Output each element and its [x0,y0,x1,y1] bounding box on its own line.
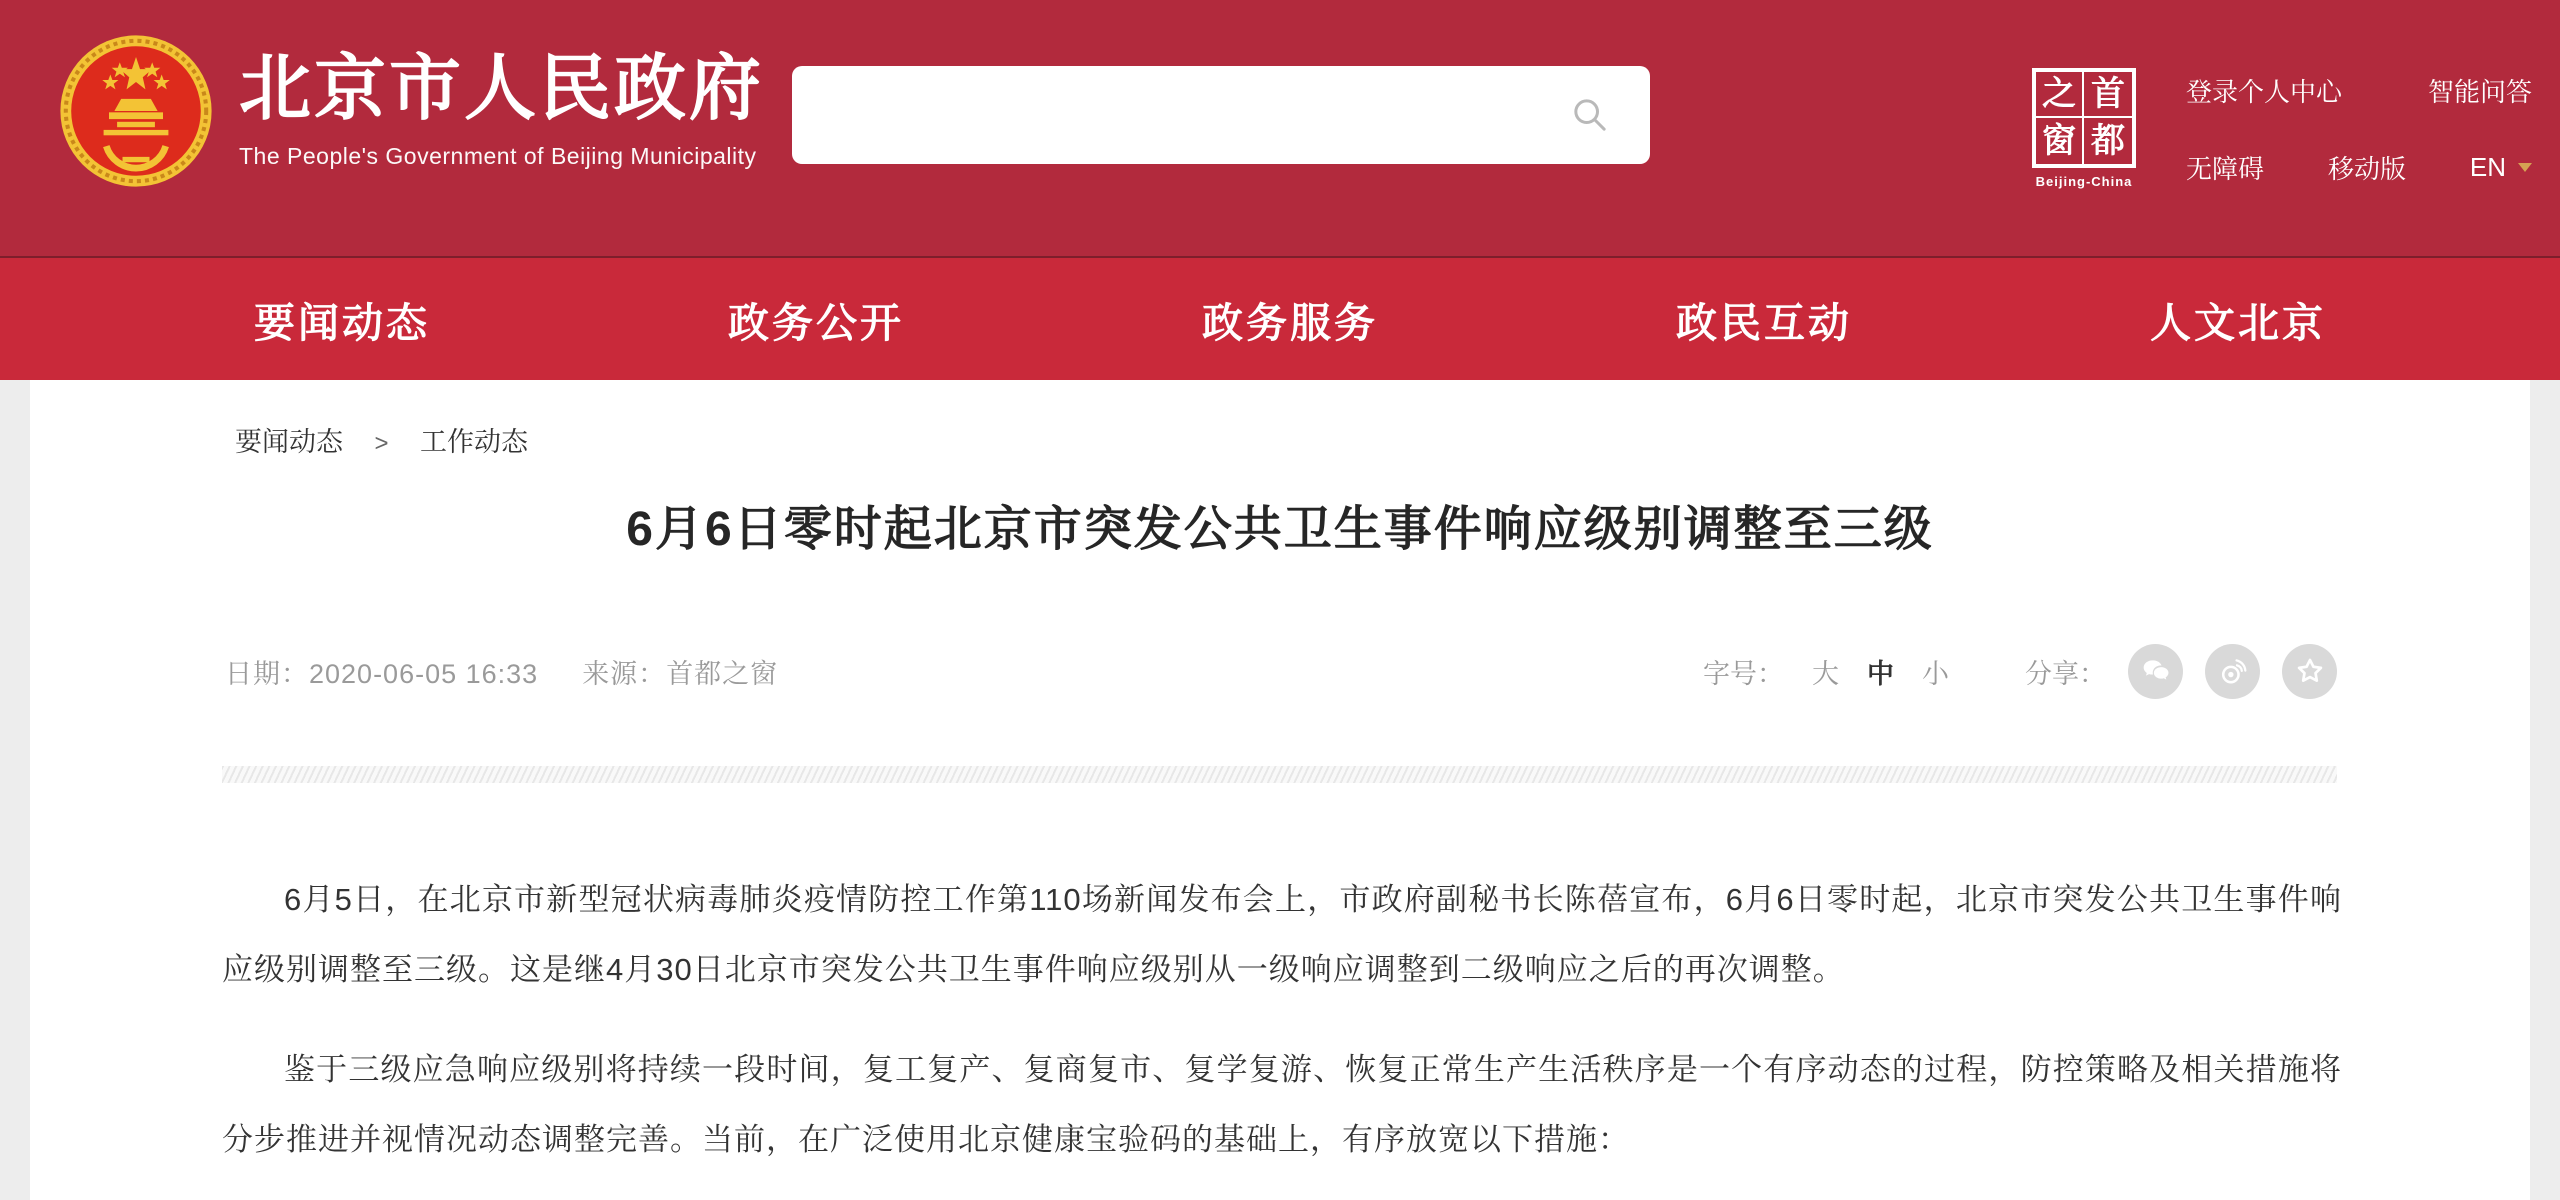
seal-char: 都 [2091,122,2125,160]
font-size-large-button[interactable]: 大 [1812,658,1839,689]
brand-text [239,28,764,170]
site-logo[interactable] [55,28,764,194]
nav-item-news[interactable]: 要闻动态 [254,299,430,346]
font-size-label: 字号： [1703,658,1784,689]
capital-window-logo[interactable] [2032,68,2136,189]
nav-item-humanistic-beijing[interactable]: 人文北京 [2150,299,2326,346]
font-size-small-button[interactable]: 小 [1922,658,1949,689]
language-label: EN [2469,152,2506,182]
article-paragraph-2: 鉴于三级应急响应级别将持续一段时间，复工复产、复商复市、复学复游、恢复正常生产生活秩序是一个有序动态的过程，防控策略及相关措施将分步推进并视情况动态调整完善。当前，在广泛使用北京健康宝验码的基础上，有序放宽以下措施： [222,1052,2342,1157]
weibo-icon [2216,654,2250,688]
header-links [2186,72,2532,186]
nav-inner [105,258,2475,380]
search-box [792,66,1650,164]
seal-char: 之 [2036,72,2084,118]
wechat-icon [2139,654,2173,688]
article-source: 首都之窗 [666,658,779,689]
caret-down-icon [2518,163,2532,172]
article-tools [1703,644,2337,699]
header-links-row-2 [2186,149,2532,186]
share-wechat-button[interactable] [2128,644,2183,699]
article-title: 6月6日零时起北京市突发公共卫生事件响应级别调整至三级 [626,503,1934,556]
language-selector[interactable] [2470,152,2532,183]
breadcrumb [235,420,528,459]
hatched-divider [222,766,2337,783]
link-login-personal-center[interactable]: 登录个人中心 [2186,77,2343,107]
star-icon [2293,654,2327,688]
main-nav [0,256,2560,380]
source-label: 来源： [582,658,667,689]
content-card [30,380,2530,1200]
share-weibo-button[interactable] [2205,644,2260,699]
article-paragraph-1: 6月5日，在北京市新型冠状病毒肺炎疫情防控工作第110场新闻发布会上，市政府副秘书长陈蓓宣布，6月6日零时起，北京市突发公共卫生事件响应级别调整至三级。这是继4月30日北京市突发公共卫生事件响应级别从一级响应调整到二级响应之后的再次调整。 [222,882,2342,987]
nav-item-gov-affairs-open[interactable]: 政务公开 [728,299,904,346]
search-button[interactable] [1570,66,1650,164]
site-name: 北京市人民政府 [239,49,765,129]
header-links-row-1 [2186,72,2532,109]
article-date: 2020-06-05 16:33 [309,658,539,689]
share-label: 分享： [2025,658,2106,689]
link-mobile-version[interactable]: 移动版 [2327,154,2406,184]
site-name-en: The People's Government of Beijing Municipality [239,143,757,170]
search-icon [1570,95,1610,135]
breadcrumb-separator: > [374,430,389,457]
china-national-emblem-icon [55,28,217,194]
seal-caption: Beijing-China [2035,174,2133,189]
share-favorite-button[interactable] [2282,644,2337,699]
font-size-medium-button[interactable]: 中 [1867,658,1894,689]
seal-char: 窗 [2036,118,2084,164]
article-meta-row [225,642,2337,700]
breadcrumb-item-news[interactable]: 要闻动态 [235,427,343,457]
breadcrumb-item-work-updates[interactable]: 工作动态 [420,427,529,457]
site-header [0,0,2560,256]
search-input[interactable] [792,66,1570,164]
date-label: 日期： [225,658,309,689]
seal-char: 首 [2084,72,2132,118]
link-accessibility[interactable]: 无障碍 [2186,154,2265,184]
link-smart-qa[interactable]: 智能问答 [2427,77,2532,107]
capital-window-seal [2032,68,2136,168]
nav-item-interaction[interactable]: 政民互动 [1676,299,1852,346]
article-meta [225,652,778,691]
nav-item-gov-services[interactable]: 政务服务 [1202,299,1378,346]
